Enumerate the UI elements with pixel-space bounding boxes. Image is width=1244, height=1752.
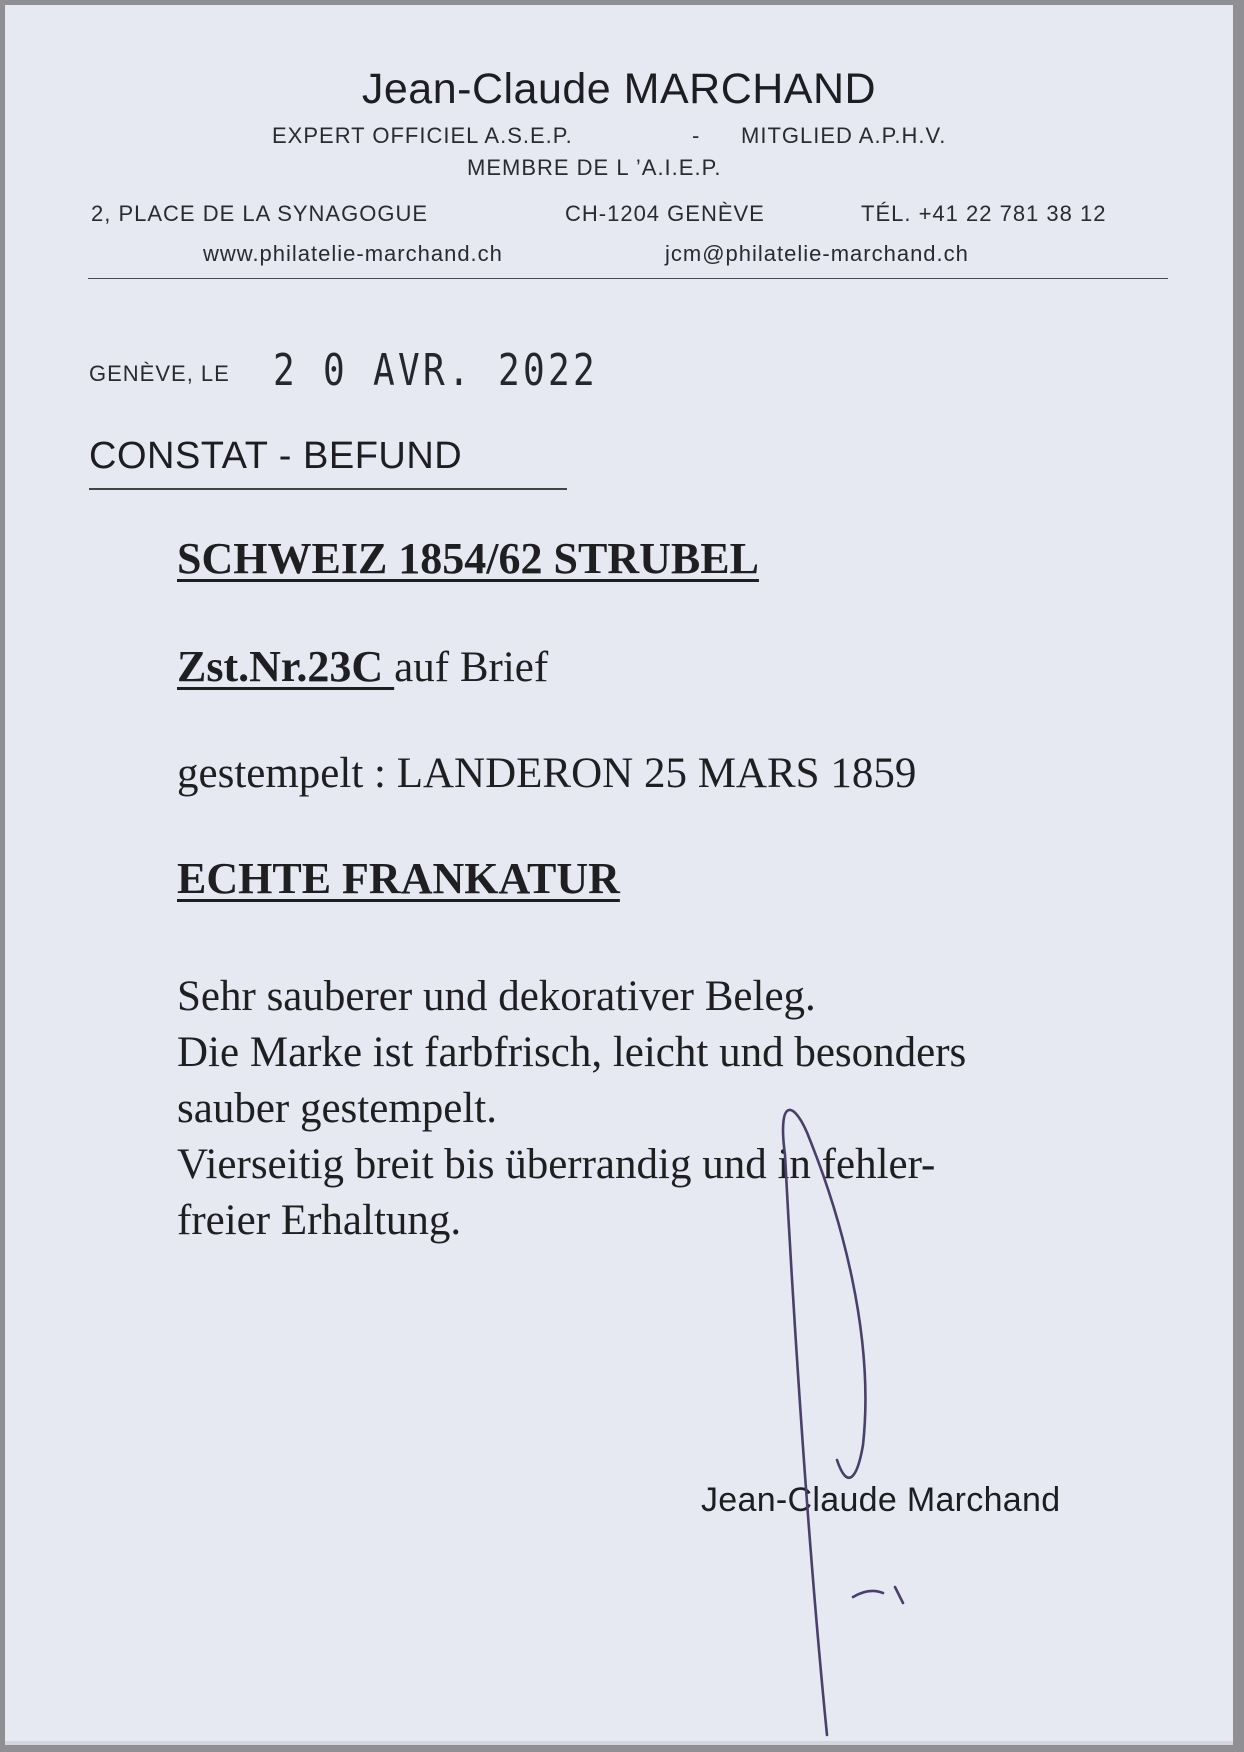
signer-name: Jean-Claude Marchand (701, 1481, 1061, 1519)
cancellation-line: gestempelt : LANDERON 25 MARS 1859 (177, 750, 917, 797)
description-line: Die Marke ist farbfrisch, leicht und besonders (177, 1029, 967, 1076)
street-address: 2, PLACE DE LA SYNAGOGUE (91, 201, 429, 226)
certificate-title: SCHWEIZ 1854/62 STRUBEL (177, 534, 759, 583)
certificate-sheet (5, 5, 1233, 1745)
description-line: Sehr sauberer und dekorativer Beleg. (177, 973, 816, 1020)
description-line: sauber gestempelt. (177, 1085, 498, 1132)
verdict: ECHTE FRANKATUR (177, 854, 620, 903)
email-address: jcm@philatelie-marchand.ch (665, 241, 969, 266)
place-label: GENÈVE, LE (89, 361, 230, 386)
item-type: auf Brief (394, 644, 549, 691)
expert-credentials-left: EXPERT OFFICIEL A.S.E.P. (272, 123, 573, 148)
city-address: CH-1204 GENÈVE (565, 201, 765, 226)
catalog-number: Zst.Nr.23C (177, 642, 395, 691)
expert-credentials-right: MITGLIED A.P.H.V. (741, 123, 947, 148)
website-link: www.philatelie-marchand.ch (203, 241, 503, 266)
document-type: CONSTAT - BEFUND (89, 435, 463, 477)
expert-name: Jean-Claude MARCHAND (361, 65, 877, 113)
phone-number: TÉL. +41 22 781 38 12 (861, 201, 1107, 226)
handwritten-signature (5, 5, 1233, 1745)
date-stamp: 2 0 AVR. 2022 (273, 345, 599, 396)
credentials-separator: - (692, 123, 701, 148)
description-line: freier Erhaltung. (177, 1197, 462, 1244)
membership-line: MEMBRE DE L ’A.I.E.P. (467, 155, 722, 180)
description-line: Vierseitig breit bis überrandig und in fehler- (177, 1141, 936, 1188)
